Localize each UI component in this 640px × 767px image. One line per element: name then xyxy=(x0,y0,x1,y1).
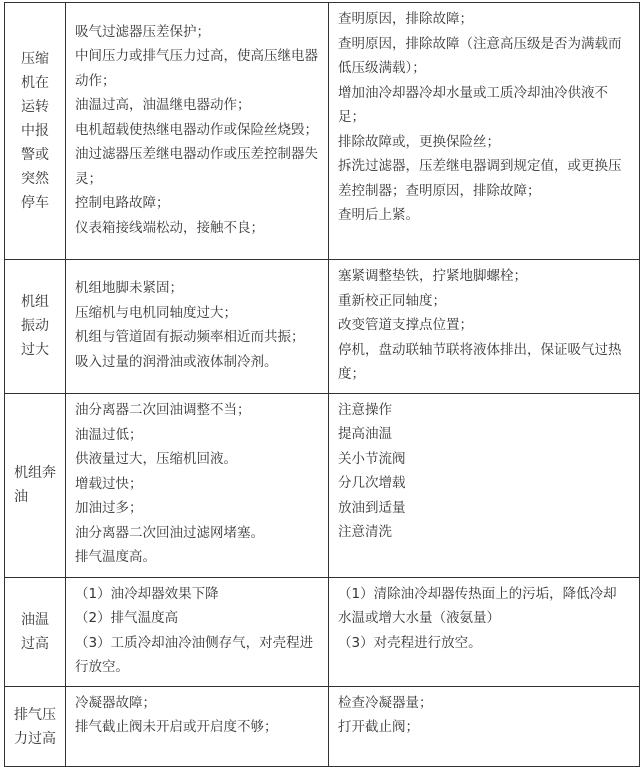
category-label: 排气压力过高 xyxy=(14,706,56,747)
category-label: 机组奔油 xyxy=(14,465,56,505)
cause-item: 油过滤器压差继电器动作或压差控制器失灵； xyxy=(75,146,318,187)
cause-item: 吸气过滤器压差保护； xyxy=(75,23,210,40)
cause-item: 排气温度高。 xyxy=(75,549,156,566)
solution-item: 检查冷凝器量； xyxy=(338,694,433,711)
cause-item: 机组与管道固有振动频率相近而共振； xyxy=(75,329,305,346)
category-cell xyxy=(5,3,66,260)
cause-item: 增载过快； xyxy=(75,475,143,492)
cause-item: 油温过高，油温继电器动作； xyxy=(75,97,251,114)
cause-cell xyxy=(66,577,329,686)
cause-item: 加油过多； xyxy=(75,500,143,517)
category-label: 压缩机在运转中报警或突然停车 xyxy=(21,51,49,211)
cause-item: 压缩机与电机同轴度过大； xyxy=(75,304,237,321)
solution-cell xyxy=(329,393,640,577)
cause-item: 吸入过量的润滑油或液体制冷剂。 xyxy=(75,353,278,370)
solution-cell xyxy=(329,686,640,766)
solution-cell xyxy=(329,577,640,686)
solution-item: 关小节流阀 xyxy=(338,450,406,467)
cause-cell xyxy=(66,260,329,394)
table-row xyxy=(5,3,640,260)
cause-item: 供液量过大，压缩机回液。 xyxy=(75,451,237,468)
cause-item: 冷凝器故障； xyxy=(75,694,156,711)
solution-item: 分几次增载 xyxy=(338,475,406,491)
cause-item: 机组地脚未紧固； xyxy=(75,280,183,297)
solution-item: （3）对壳程进行放空。 xyxy=(338,634,482,651)
cause-cell xyxy=(66,393,329,577)
solution-item: 拆洗过滤器，压差继电器调到规定值，或更换压差控制器；查明原因，排除故障； xyxy=(338,158,622,199)
cause-item: （2）排气温度高 xyxy=(75,610,179,626)
cause-item: 控制电路故障； xyxy=(75,195,170,212)
solution-item: 增加油冷却器冷却水量或工质冷却油冷供液不足； xyxy=(338,84,608,125)
solution-item: 注意操作 xyxy=(338,401,392,418)
cause-item: （1）油冷却器效果下降 xyxy=(75,585,219,602)
cause-item: 排气截止阀未开启或开启度不够； xyxy=(75,719,278,735)
cause-item: 油分离器二次回油过滤网堵塞。 xyxy=(75,524,264,541)
table-row xyxy=(5,393,640,577)
cause-item: 电机超载使热继电器动作或保险丝烧毁； xyxy=(75,121,318,138)
solution-item: 重新校正同轴度； xyxy=(338,292,446,309)
solution-item: 查明原因，排除故障（注意高压级是否为满载而低压级满载）； xyxy=(338,35,622,76)
category-cell xyxy=(5,260,66,394)
cause-cell xyxy=(66,3,329,260)
table-row xyxy=(5,577,640,686)
solution-item: 放油到适量 xyxy=(338,499,406,516)
solution-item: 查明后上紧。 xyxy=(338,207,419,223)
category-label: 油温过高 xyxy=(21,611,49,652)
solution-cell xyxy=(329,260,640,394)
cause-item: 油分离器二次回油调整不当； xyxy=(75,402,251,419)
cause-item: 中间压力或排气压力过高，使高压继电器动作； xyxy=(75,48,318,89)
solution-item: （1）清除油冷却器传热面上的污垢，降低冷却水温或增大水量（液氨量） xyxy=(338,585,617,626)
solution-cell xyxy=(329,3,640,260)
category-label: 机组振动过大 xyxy=(21,294,49,359)
category-cell xyxy=(5,393,66,577)
cause-item: （3）工质冷却油冷油侧存气，对壳程进行放空。 xyxy=(75,634,314,675)
solution-item: 排除故障或，更换保险丝； xyxy=(338,133,500,150)
cause-item: 仪表箱接线端松动，接触不良； xyxy=(75,219,264,236)
category-cell xyxy=(5,577,66,686)
cause-item: 油温过低； xyxy=(75,426,143,443)
table-row xyxy=(5,686,640,766)
solution-item: 提高油温 xyxy=(338,426,392,442)
solution-item: 改变管道支撑点位置； xyxy=(338,317,473,333)
troubleshooting-table xyxy=(4,2,640,767)
solution-item: 打开截止阀； xyxy=(338,719,419,735)
solution-item: 注意清洗 xyxy=(338,524,392,540)
category-cell xyxy=(5,686,66,766)
table-row xyxy=(5,260,640,394)
cause-cell xyxy=(66,686,329,766)
solution-item: 查明原因，排除故障； xyxy=(338,11,473,27)
solution-item: 塞紧调整垫铁，拧紧地脚螺栓； xyxy=(338,268,527,284)
solution-item: 停机，盘动联轴节联将液体排出，保证吸气过热度； xyxy=(338,341,622,382)
